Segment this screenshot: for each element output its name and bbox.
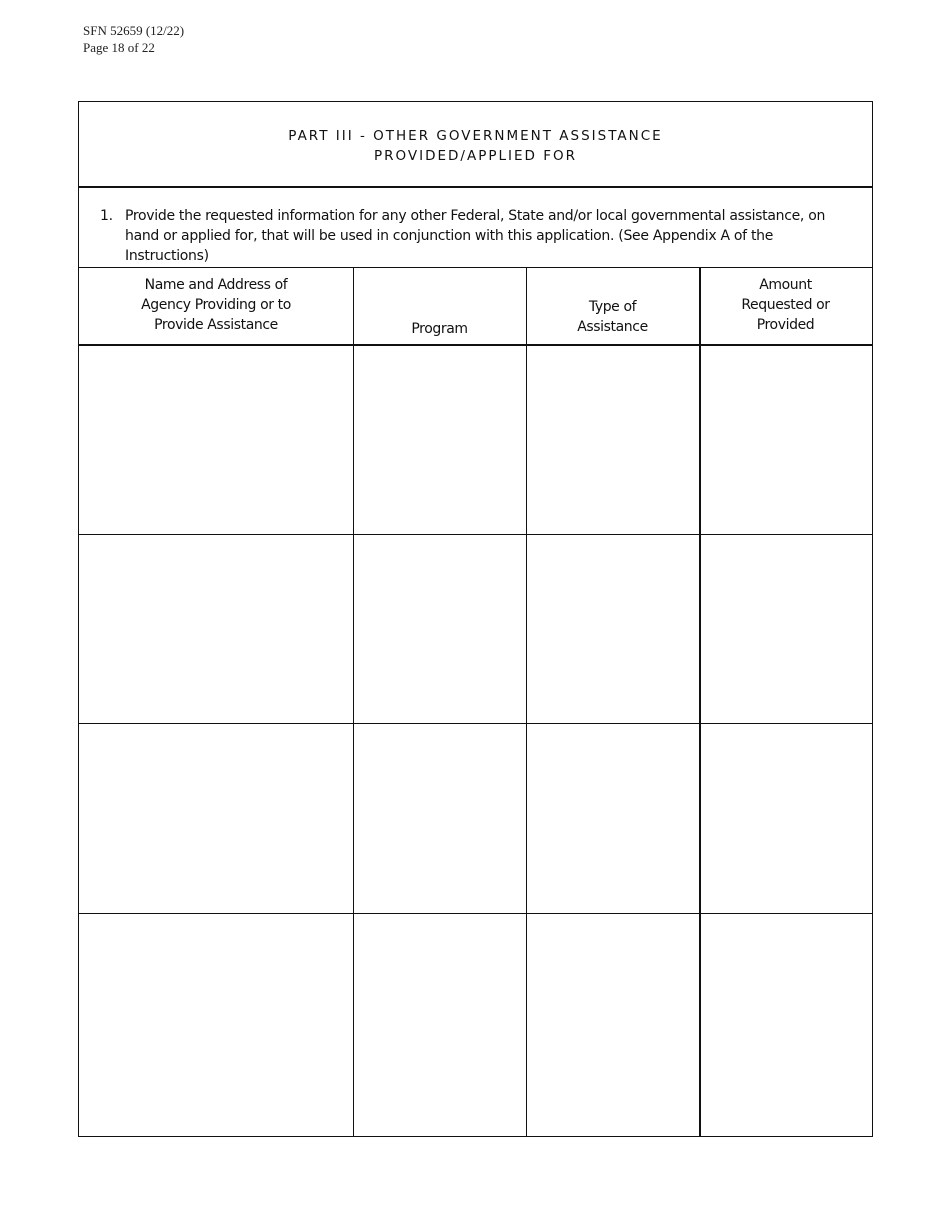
type-cell[interactable] <box>527 346 699 534</box>
amount-cell[interactable] <box>701 346 872 534</box>
column-header-agency-line3: Provide Assistance <box>154 317 278 333</box>
column-header-type-line1: Type of <box>588 299 637 315</box>
program-cell[interactable] <box>354 724 526 913</box>
amount-cell[interactable] <box>701 535 872 723</box>
instruction-number: 1. <box>100 208 113 224</box>
agency-cell[interactable] <box>79 535 353 723</box>
column-header-type-line2: Assistance <box>577 319 648 335</box>
assistance-form <box>78 101 873 1137</box>
instruction <box>79 188 872 268</box>
part-title-line2: PROVIDED/APPLIED FOR <box>373 148 577 164</box>
amount-cell[interactable] <box>701 914 872 1135</box>
column-header-amount-line3: Provided <box>756 317 815 333</box>
agency-cell[interactable] <box>79 724 353 913</box>
type-cell[interactable] <box>527 535 699 723</box>
program-cell[interactable] <box>354 914 526 1135</box>
column-header-type <box>526 268 699 346</box>
form-number: SFN 52659 (12/22) <box>83 23 185 38</box>
agency-cell[interactable] <box>79 346 353 534</box>
column-header-amount-line2: Requested or <box>741 297 830 313</box>
part-title-line1: PART III - OTHER GOVERNMENT ASSISTANCE <box>288 128 663 144</box>
column-header-agency-line1: Name and Address of <box>144 277 288 293</box>
column-header-agency-line2: Agency Providing or to <box>141 297 291 313</box>
type-cell[interactable] <box>527 724 699 913</box>
part-title <box>79 102 872 188</box>
column-header-program <box>353 268 526 346</box>
amount-cell[interactable] <box>701 724 872 913</box>
column-header-amount <box>699 268 872 346</box>
type-cell[interactable] <box>527 914 699 1135</box>
program-cell[interactable] <box>354 535 526 723</box>
agency-cell[interactable] <box>79 914 353 1135</box>
column-header-amount-line1: Amount <box>759 277 812 293</box>
column-header-agency <box>79 268 353 346</box>
column-header-program-line1: Program <box>411 321 468 337</box>
instruction-text: Provide the requested information for any other Federal, State and/or local governmental assistance, on hand or applied for, that will be used in conjunction with this application. (See Appendix A of the Instructions) <box>125 208 826 264</box>
program-cell[interactable] <box>354 346 526 534</box>
form-header <box>83 22 184 56</box>
page-number: Page 18 of 22 <box>83 40 155 55</box>
